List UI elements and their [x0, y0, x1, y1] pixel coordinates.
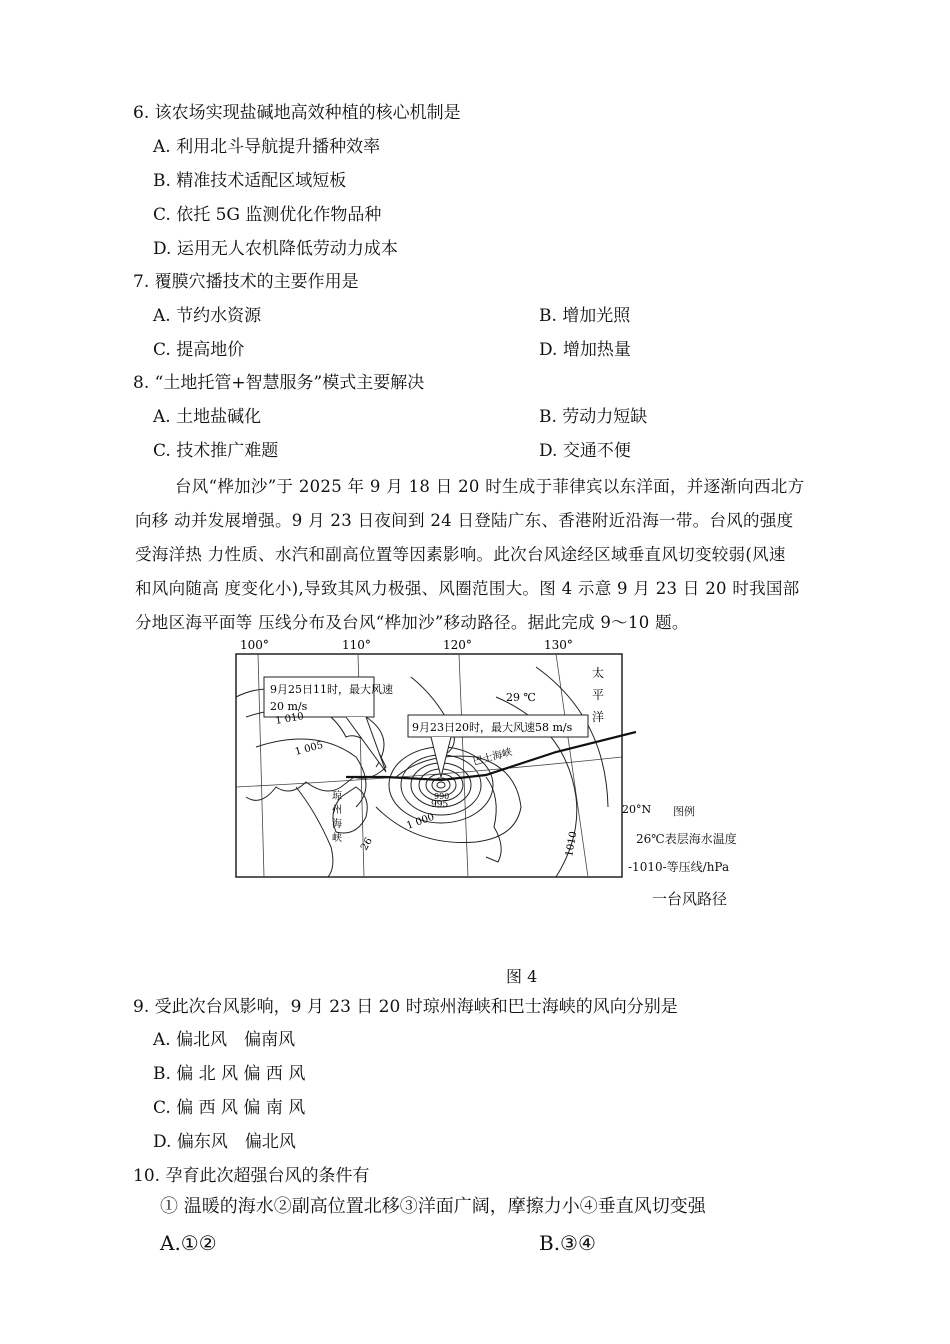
legend-item: 26℃表层海水温度: [636, 832, 737, 846]
q6-option-b: B. 精准技术适配区域短板: [153, 171, 347, 191]
passage: [135, 470, 895, 640]
q8-option-c: C. 技术推广难题: [153, 441, 279, 461]
sea-temp-label: 29 ℃: [506, 691, 536, 704]
callout2-text: 9月23日20时，最大风速58 m/s: [412, 721, 573, 734]
q7-stem: 7. 覆膜穴播技术的主要作用是: [133, 272, 359, 292]
ocean-label: 太: [592, 666, 605, 680]
q7-option-d: D. 增加热量: [539, 340, 631, 360]
q10-option-a: A.①②: [160, 1231, 217, 1255]
temp-label: 26: [359, 835, 375, 853]
q6-option-d: D. 运用无人农机降低劳动力成本: [153, 239, 398, 259]
callout1-line1: 9月25日11时，最大风速: [270, 683, 393, 696]
q8-option-b: B. 劳动力短缺: [539, 407, 648, 427]
isobar-label: 990: [434, 792, 450, 801]
q7-option-b: B. 增加光照: [539, 306, 631, 326]
q10-option-b: B.③④: [539, 1231, 596, 1255]
strait-label: 海: [332, 819, 342, 830]
strait-label: 州: [332, 805, 342, 816]
typhoon-map: [236, 637, 652, 877]
passage-line: 向移 动并发展增强。9 月 23 日夜间到 24 日登陆广东、香港附近沿海一带。台风的强度: [135, 511, 794, 530]
q8-option-a: A. 土地盐碱化: [153, 407, 262, 427]
ocean-label: 平: [592, 688, 605, 702]
legend-title: 图例: [673, 805, 695, 818]
lon-label: 120°: [443, 638, 472, 652]
q9-option-b: B. 偏 北 风 偏 西 风: [153, 1064, 306, 1084]
passage-line: 受海洋热 力性质、水汽和副高位置等因素影响。此次台风途经区域垂直风切变较弱(风速: [135, 545, 786, 564]
strait-label: 琼: [332, 791, 342, 802]
isobar-label: 1 000: [405, 811, 436, 832]
isobar-label: 1 005: [293, 739, 325, 758]
passage-line: 和风向随高 度变化小),导致其风力极强、风圈范围大。图 4 示意 9 月 23 日 20 时我国部: [135, 579, 800, 598]
figure-caption: 图 4: [506, 967, 538, 986]
q9-option-c: C. 偏 西 风 偏 南 风: [153, 1098, 306, 1118]
lon-label: 130°: [544, 638, 573, 652]
passage-line: 台风“桦加沙”于 2025 年 9 月 18 日 20 时生成于菲律宾以东洋面，并逐渐向西北方: [175, 477, 805, 496]
lat-label: 20°N: [622, 803, 652, 816]
callout1-line2: 20 m/s: [270, 700, 308, 713]
isobar-label: 1 010: [274, 711, 305, 727]
q7-option-a: A. 节约水资源: [153, 306, 262, 326]
q9-stem: 9. 受此次台风影响，9 月 23 日 20 时琼州海峡和巴士海峡的风向分别是: [133, 997, 678, 1017]
isobar-label: 995: [431, 800, 449, 810]
q10-stem: 10. 孕育此次超强台风的条件有: [133, 1166, 370, 1186]
isobar-label: 1010: [564, 830, 580, 858]
q7-option-c: C. 提高地价: [153, 340, 245, 360]
legend-item: 一台风路径: [652, 890, 728, 908]
q6-option-a: A. 利用北斗导航提升播种效率: [153, 137, 381, 157]
q6-option-c: C. 依托 5G 监测优化作物品种: [153, 205, 382, 225]
q10-conditions: ① 温暖的海水②副高位置北移③洋面广阔，摩擦力小④垂直风切变强: [160, 1196, 706, 1217]
ocean-label: 洋: [592, 710, 605, 724]
q6-stem: 6. 该农场实现盐碱地高效种植的核心机制是: [133, 103, 461, 123]
legend-item: -1010-等压线/hPa: [628, 860, 730, 874]
q8-option-d: D. 交通不便: [539, 441, 631, 461]
lon-label: 110°: [342, 638, 371, 652]
q9-option-a: A. 偏北风 偏南风: [153, 1030, 296, 1050]
passage-line: 分地区海平面等 压线分布及台风“桦加沙”移动路径。据此完成 9～10 题。: [135, 613, 689, 632]
lon-label: 100°: [240, 638, 269, 652]
q8-stem: 8. “土地托管+智慧服务”模式主要解决: [133, 373, 425, 393]
strait-label: 巴士海峡: [471, 746, 514, 768]
strait-label: 峡: [332, 833, 342, 844]
q9-option-d: D. 偏东风 偏北风: [153, 1132, 296, 1152]
